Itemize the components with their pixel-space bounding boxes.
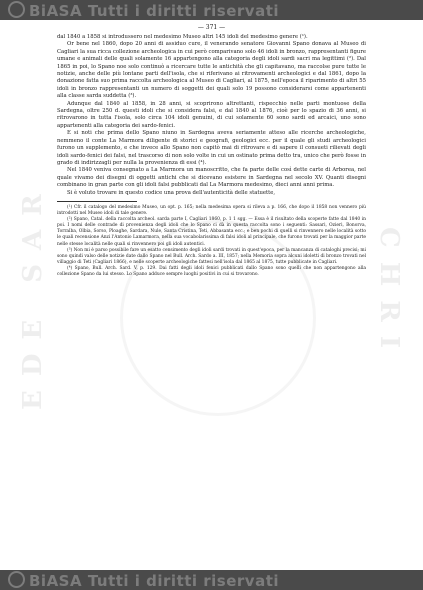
watermark-text-top	[8, 1, 279, 20]
footnote-divider	[57, 201, 137, 202]
body-text	[57, 34, 366, 197]
watermark-text-bottom	[8, 571, 279, 590]
footnote-1: (¹) Cfr. il catalogo del medesimo Museo, un opt. p. 165; nella medesima opera si rileva a p. 166, che dopo il 1858 non vennero più introdotti nel Museo idoli di tale genere.	[57, 204, 366, 217]
footnote-4: (⁴) Spano, Bull. Arch. Sard. V, p. 129. Dai fatti degli idoli fenici pubblicati dallo Spano sono quelli che non appartengono alla collezione Spano da lui stesso. Lo Spano adduce sempre luoghi positivi in cui si trovarono.	[57, 265, 366, 277]
watermark-label-bottom: BiASA Tutti i diritti riservati	[29, 572, 280, 590]
biasa-logo-icon	[8, 571, 25, 588]
footnote-3: (³) Non mi è parso possibile fare un esatto censimento degli idoli sardi trovati in quest'epoca, per la mancanza di cataloghi precisi; mi sono quindi valso delle notizie date dallo Spano nel Bull. Arch. Sardo a. III, 1857; nella Memoria sopra alcuni idoletti di bronzo trovati nel villaggio di Teti (Cagliari 1866), e nelle scoperte archeologiche fattesi nell'isola dal 1865 al 1875, tutte pubblicate in Cagliari.	[57, 247, 366, 265]
paragraph-6: Si è voluto trovare in questo codice una prova dell'autenticità delle statuette,	[67, 189, 276, 196]
document-page	[57, 22, 366, 278]
footnotes	[57, 205, 366, 278]
paragraph-2: Or bene nel 1860, dopo 20 anni di assiduo cure, il venerando senatore Giovanni Spano donava al Museo di Cagliari la sua ricca collezione archeologica in cui però comparivano solo 46 idoli in bronzo, rappresentanti figure umane e animali delle quali solamente 16 appartengono alla categoria degli idoli sardi sacri ma legittimi (²). Dal 1865 in poi, lo Spano noe solo continuò a ricercare tutte le antichità che gli capitavano, ma raccolse pure tutte le notizie, anche delle più lontane parti dell'isola, che si riferivano ai ritrovamenti archeologici e dal 1861, dopo la donazione fatta suo prima raccolta archeologica al Museo di Cagliari, al 1875, nell'epoca il riparimento di altri 55 idoli in bronzo rappresentanti un numero di soggetti dei quali solo 19 possono considerarsi come appartenenti alla classe sarda suddetta (³).	[57, 41, 366, 100]
watermark-label-top: BiASA Tutti i diritti riservati	[29, 2, 280, 20]
paragraph-4: E si noti che prima dello Spano niuno in Sardegna aveva seriamente atteso alle ricerche archeologiche, nemmeno il conte La Marmora diligente di storici e geografi, geologici ecc. per il quale gli studi archeologici furono un supplemento, e che invece allo Spano non capitò mai di ritrovare e di sapere il consueti rilievati degli idoli sardo-fenici dei falsi, nel trascorso di non solo volte in cui un ostinato prima detto tra, unico che però fosse in grado di indirizzagli per nulla la provenienza di essi (⁴).	[57, 130, 366, 166]
side-watermark-left: EDE SAR	[18, 180, 48, 410]
paragraph-5: Nel 1840 veniva consegnato a La Marmora un manoscritto, che fa parte delle così dette carte di Arborea, nel quale vivamo dei disegni di oggetti antichi che si dicevano esistere in Sardegna nel secolo XV. Quanti disegni combinano in gran parte con gli idoli falsi pubblicati dal La Marmora medesimo, dieci anni anni prima.	[57, 167, 366, 189]
paragraph-3: Adunque dal 1840 al 1858, in 28 anni, si scoprirono altrettanti, rispecchio nelle parti montuose della Sardegna, oltre 250 d. questi idoli che si considera falsi, e dal 1840 al 1876, cioè per lo spazio di 36 anni, si ritrovarono in tutta l'isola, solo circa 104 idoli genuini, di cui solamente 60 sono sardi ed arcaici, uno sono appartenenti alla categoria dei sardo-fenici.	[57, 100, 366, 129]
paragraph-1: dal 1840 a 1858 si introdussero nel medesimo Museo altri 145 idoli del medesimo genere (¹).	[57, 34, 308, 40]
side-watermark-right: CHRI	[374, 227, 404, 363]
page-number: — 371 —	[197, 24, 226, 31]
watermark-banner-top	[0, 0, 423, 20]
watermark-banner-bottom	[0, 570, 423, 590]
biasa-logo-icon	[8, 1, 25, 18]
footnote-2: (²) Spano, Catal. della raccolta archeol. sarda parte I, Cagliari 1860, p. 1 1 sgg. — Essa è il risultato della scoperte fatte dal 1840 in poi. I nomi delle contrade di provenienza degli idoli che lo Spano ci dà in questa raccolta sono i seguenti: Sassari, Ozieri, Bonorva, Torralba, Olbia, Sorso, Ploaghe, Sardara, Nule, Santa Cristina, Teti, Abbasanta ecc.; e ben pochi di quelli si rinvennero nelle località sotto le quali recensione Anzi l'Antonio Lamarmora, nella sua vocabolarissima di falsi idoli al principale, che furono trovati per la maggior parte nelle stesse località nelle quali si rinvennero poi gli idoli autentici.	[57, 217, 366, 247]
